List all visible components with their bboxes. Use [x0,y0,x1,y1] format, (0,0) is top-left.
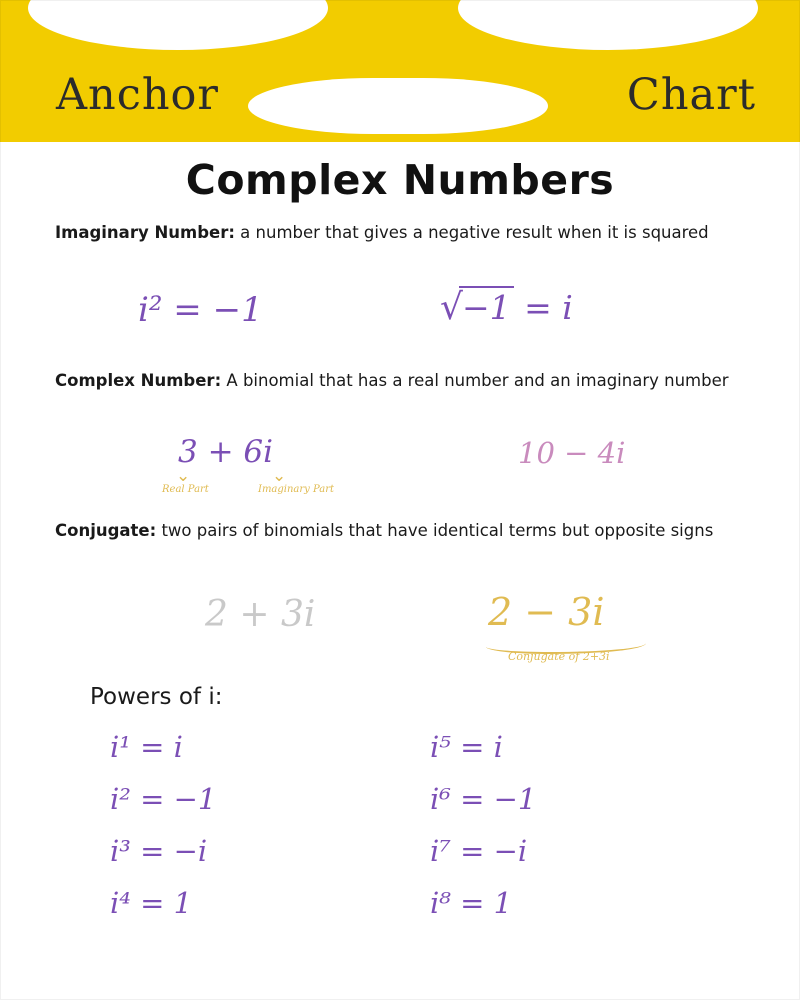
chart-sheet [0,142,800,1000]
example-conjugate-1: 2 + 3i [205,594,316,635]
powers-of-i-label: Powers of i: [90,684,223,710]
banner-left-word: Anchor [56,70,219,120]
power-left-2: i² = −1 [110,782,217,816]
definition-conjugate [55,520,755,542]
power-right-4: i⁸ = 1 [430,886,513,920]
brace-real-part-icon: ⌄ [176,466,191,486]
example-conjugate-2: 2 − 3i [488,590,605,634]
definition-term-complex: Complex Number: [55,371,222,390]
label-real-part: Real Part [162,484,209,495]
definition-imaginary-number [55,222,755,244]
definition-term-conjugate: Conjugate: [55,521,157,540]
power-left-1: i¹ = i [110,730,183,764]
power-right-2: i⁶ = −1 [430,782,537,816]
equation-sqrt-neg-one [440,286,573,328]
anchor-chart-banner [0,0,800,142]
sqrt-icon: √ [440,287,463,328]
power-left-3: i³ = −i [110,834,208,868]
example-complex-2: 10 − 4i [518,436,626,470]
equation-i-squared: i² = −1 [138,290,263,330]
definition-term-imaginary: Imaginary Number: [55,223,235,242]
sqrt-equals-i: = i [513,288,573,327]
power-right-3: i⁷ = −i [430,834,528,868]
banner-blob-center [248,78,548,134]
label-imaginary-part: Imaginary Part [258,484,335,495]
definition-text-imaginary: a number that gives a negative result when it is squared [234,223,709,242]
definition-text-conjugate: two pairs of binomials that have identical terms but opposite signs [156,521,714,540]
power-left-4: i⁴ = 1 [110,886,193,920]
banner-blob-left [28,0,328,50]
label-conjugate-note: Conjugate of 2+3i [508,650,610,663]
brace-imaginary-part-icon: ⌄ [272,466,287,486]
example-complex-1: 3 + 6i [178,434,274,470]
definition-text-complex: A binomial that has a real number and an imaginary number [221,371,729,390]
sqrt-radicand: −1 [459,286,514,327]
banner-right-word: Chart [626,70,756,120]
page-title: Complex Numbers [185,156,615,204]
definition-complex-number [55,370,755,392]
banner-blob-right [458,0,758,50]
power-right-1: i⁵ = i [430,730,503,764]
